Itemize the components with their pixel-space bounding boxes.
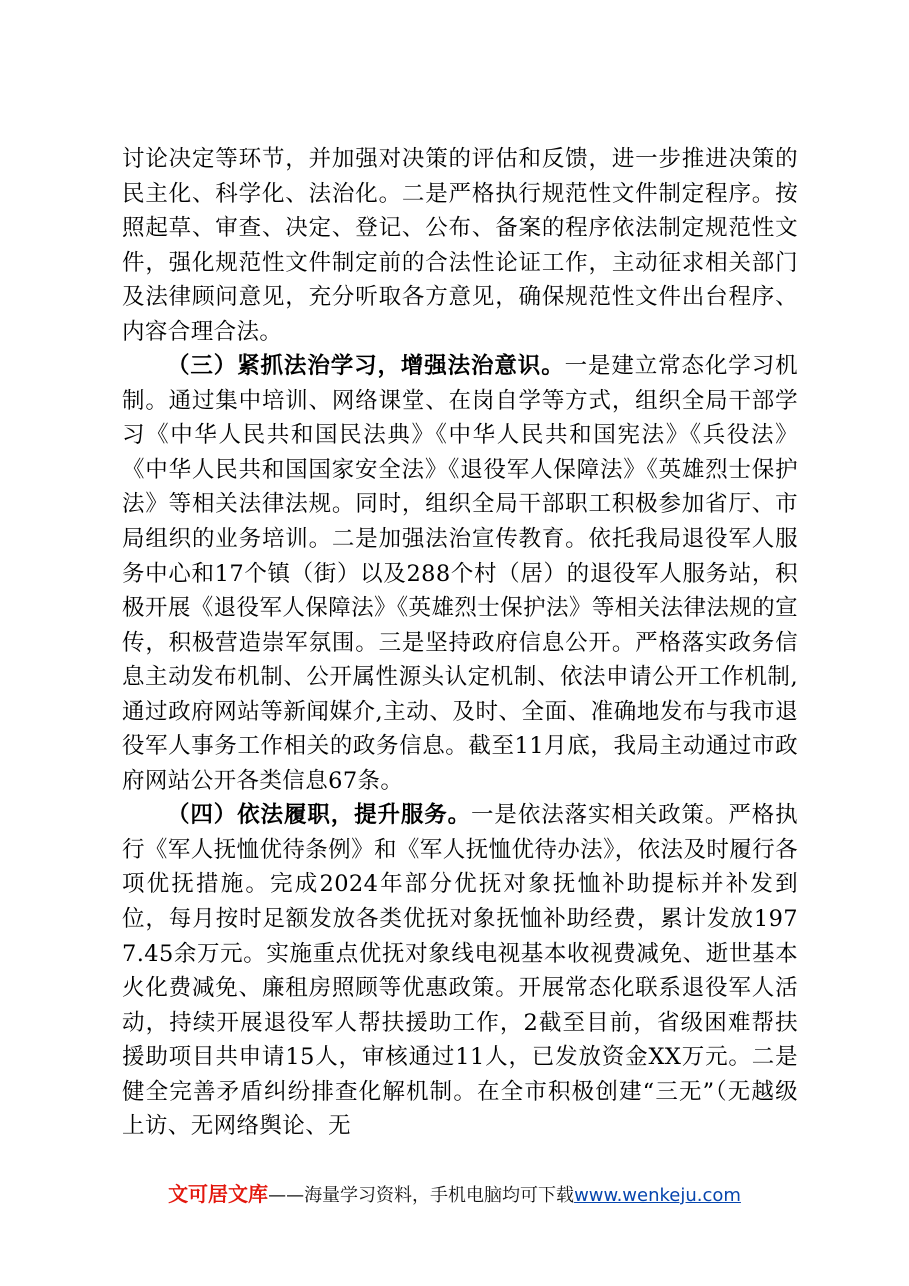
paragraph-continuation [122,142,798,349]
watermark-footer [0,1180,909,1210]
footer-site-link[interactable]: www.wenkeju.com [574,1185,741,1206]
paragraph-section-three [122,349,798,798]
section-heading-three: （三）紧抓法治学习，增强法治意识。 [167,353,565,380]
footer-tagline: ——海量学习资料，手机电脑均可下载 [268,1185,575,1206]
paragraph-text: 一是依法落实相关政策。严格执行《军人抚恤优待条例》和《军人抚恤优待办法》，依法及时履行各项优抚措施。完成2024年部分优抚对象抚恤补助提标并补发到位，每月按时足额发放各类优抚对象抚恤补助经费，累计发放1977.45余万元。实施重点优抚对象线电视基本收视费减免、逝世基本火化费减免、廉租房照顾等优惠政策。开展常态化联系退役军人活动，持续开展退役军人帮扶援助工作，2截至目前，省级困难帮扶援助项目共申请15人，审核通过11人，已发放资金XX万元。二是健全完善矛盾纠纷排查化解机制。在全市积极创建“三无”（无越级上访、无网络舆论、无 [122,802,798,1140]
document-body [122,142,798,1144]
section-heading-four: （四）依法履职，提升服务。 [167,802,472,829]
footer-brand: 文可居文库 [168,1182,269,1206]
paragraph-text: 一是建立常态化学习机制。通过集中培训、网络课堂、在岗自学等方式，组织全局干部学习《中华人民共和国民法典》《中华人民共和国宪法》《兵役法》《中华人民共和国国家安全法》《退役军人保障法》《英雄烈士保护法》等相关法律法规。同时，组织全局干部职工积极参加省厅、市局组织的业务培训。二是加强法治宣传教育。依托我局退役军人服务中心和17个镇（街）以及288个村（居）的退役军人服务站，积极开展《退役军人保障法》《英雄烈士保护法》等相关法律法规的宣传，积极营造崇军氛围。三是坚持政府信息公开。严格落实政务信息主动发布机制、公开属性源头认定机制、依法申请公开工作机制,通过政府网站等新闻媒介,主动、及时、全面、准确地发布与我市退役军人事务工作相关的政务信息。截至11月底，我局主动通过市政府网站公开各类信息67条。 [122,353,798,794]
paragraph-section-four [122,798,798,1143]
paragraph-text: 讨论决定等环节，并加强对决策的评估和反馈，进一步推进决策的民主化、科学化、法治化。二是严格执行规范性文件制定程序。按照起草、审查、决定、登记、公布、备案的程序依法制定规范性文件，强化规范性文件制定前的合法性论证工作，主动征求相关部门及法律顾问意见，充分听取各方意见，确保规范性文件出台程序、内容合理合法。 [122,146,798,345]
